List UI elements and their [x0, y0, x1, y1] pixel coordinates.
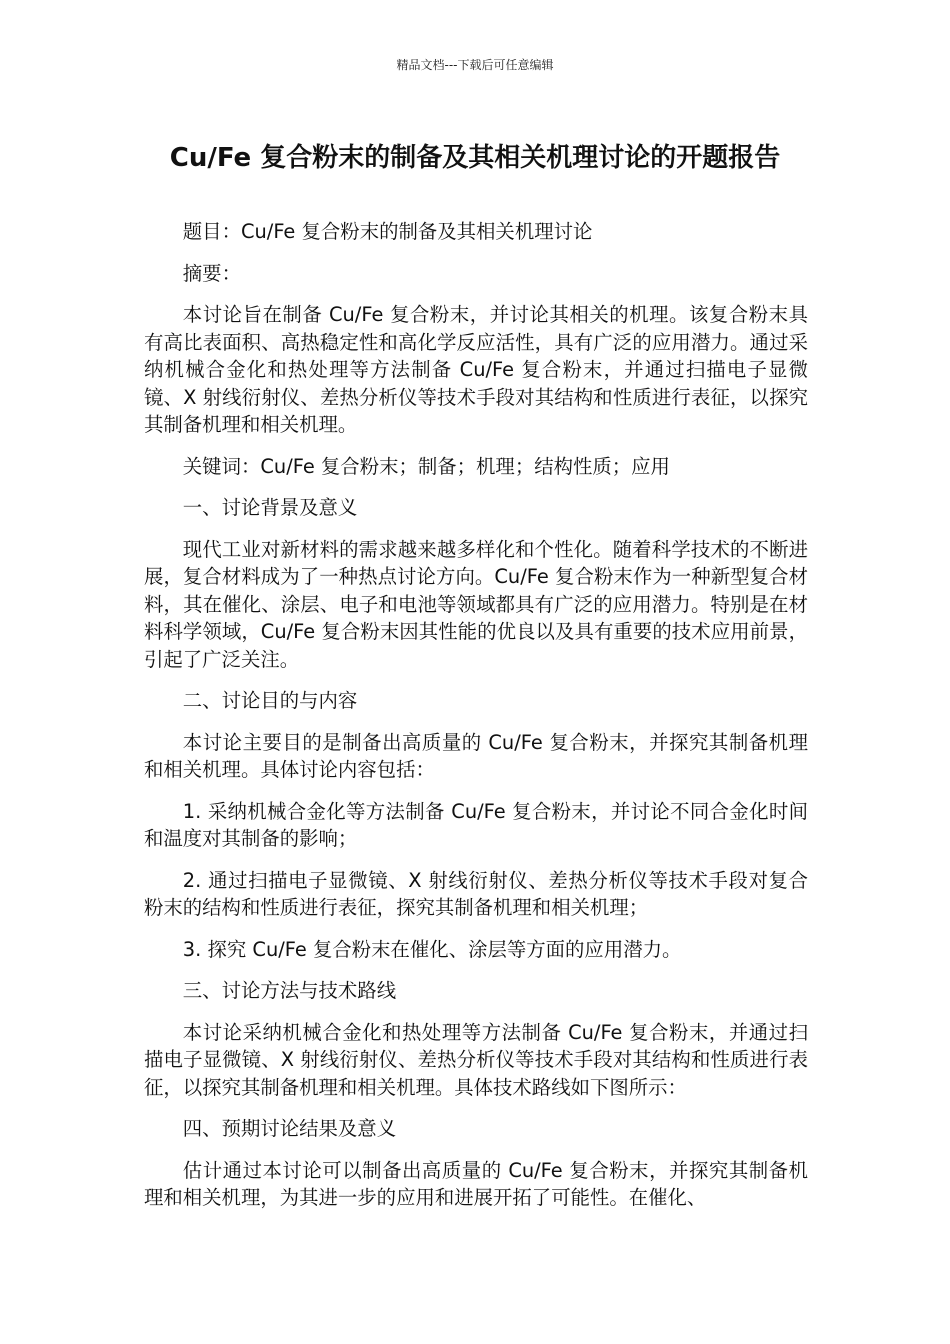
section-heading-methods: 三、讨论方法与技术路线 [182, 979, 397, 1002]
paragraph-background: 现代工业对新材料的需求越来越多样化和个性化。随着科学技术的不断进展，复合材料成为了一种热点讨论方向。Cu/Fe 复合粉末作为一种新型复合材料，其在催化、涂层、电子和电池等领域都具有广泛的应用潜力。特别是在材料科学领域，Cu/Fe 复合粉末因其性能的优良以及具有重要的技术应用前景，引起了广泛关注。 [144, 537, 808, 671]
paragraph-abstract: 本讨论旨在制备 Cu/Fe 复合粉末，并讨论其相关的机理。该复合粉末具有高比表面积、高热稳定性和高化学反应活性，具有广泛的应用潜力。通过采纳机械合金化和热处理等方法制备 Cu/Fe 复合粉末，并通过扫描电子显微镜、X 射线衍射仪、差热分析仪等技术手段对其结构和性质进行表征，以探究其制备机理和相关机理。 [144, 303, 808, 436]
list-item-2: 2. 通过扫描电子显微镜、X 射线衍射仪、差热分析仪等技术手段对复合粉末的结构和性质进行表征，探究其制备机理和相关机理； [144, 868, 808, 919]
list-item-3: 3. 探究 Cu/Fe 复合粉末在催化、涂层等方面的应用潜力。 [182, 937, 682, 961]
list-item-1: 1. 采纳机械合金化等方法制备 Cu/Fe 复合粉末，并讨论不同合金化时间和温度对其制备的影响； [144, 799, 808, 850]
paragraph-objectives: 本讨论主要目的是制备出高质量的 Cu/Fe 复合粉末，并探究其制备机理和相关机理。具体讨论内容包括： [144, 730, 808, 781]
document-body [144, 218, 808, 1226]
section-heading-background: 一、讨论背景及意义 [182, 496, 358, 519]
header-note: 精品文档---下载后可任意编辑 [396, 58, 554, 72]
paragraph-keywords: 关键词：Cu/Fe 复合粉末；制备；机理；结构性质；应用 [182, 454, 670, 478]
section-heading-expected-results: 四、预期讨论结果及意义 [182, 1117, 397, 1140]
paragraph-methods: 本讨论采纳机械合金化和热处理等方法制备 Cu/Fe 复合粉末，并通过扫描电子显微镜、X 射线衍射仪、差热分析仪等技术手段对其结构和性质进行表征，以探究其制备机理和相关机理。具体技术路线如下图所示： [144, 1020, 808, 1099]
paragraph-abstract-heading: 摘要： [182, 261, 241, 285]
paragraph-expected-results: 估计通过本讨论可以制备出高质量的 Cu/Fe 复合粉末，并探究其制备机理和相关机理，为其进一步的应用和进展开拓了可能性。在催化、 [144, 1158, 808, 1209]
document-title: Cu/Fe 复合粉末的制备及其相关机理讨论的开题报告 [169, 143, 781, 173]
paragraph-topic: 题目：Cu/Fe 复合粉末的制备及其相关机理讨论 [182, 220, 593, 243]
section-heading-objectives: 二、讨论目的与内容 [182, 689, 358, 712]
